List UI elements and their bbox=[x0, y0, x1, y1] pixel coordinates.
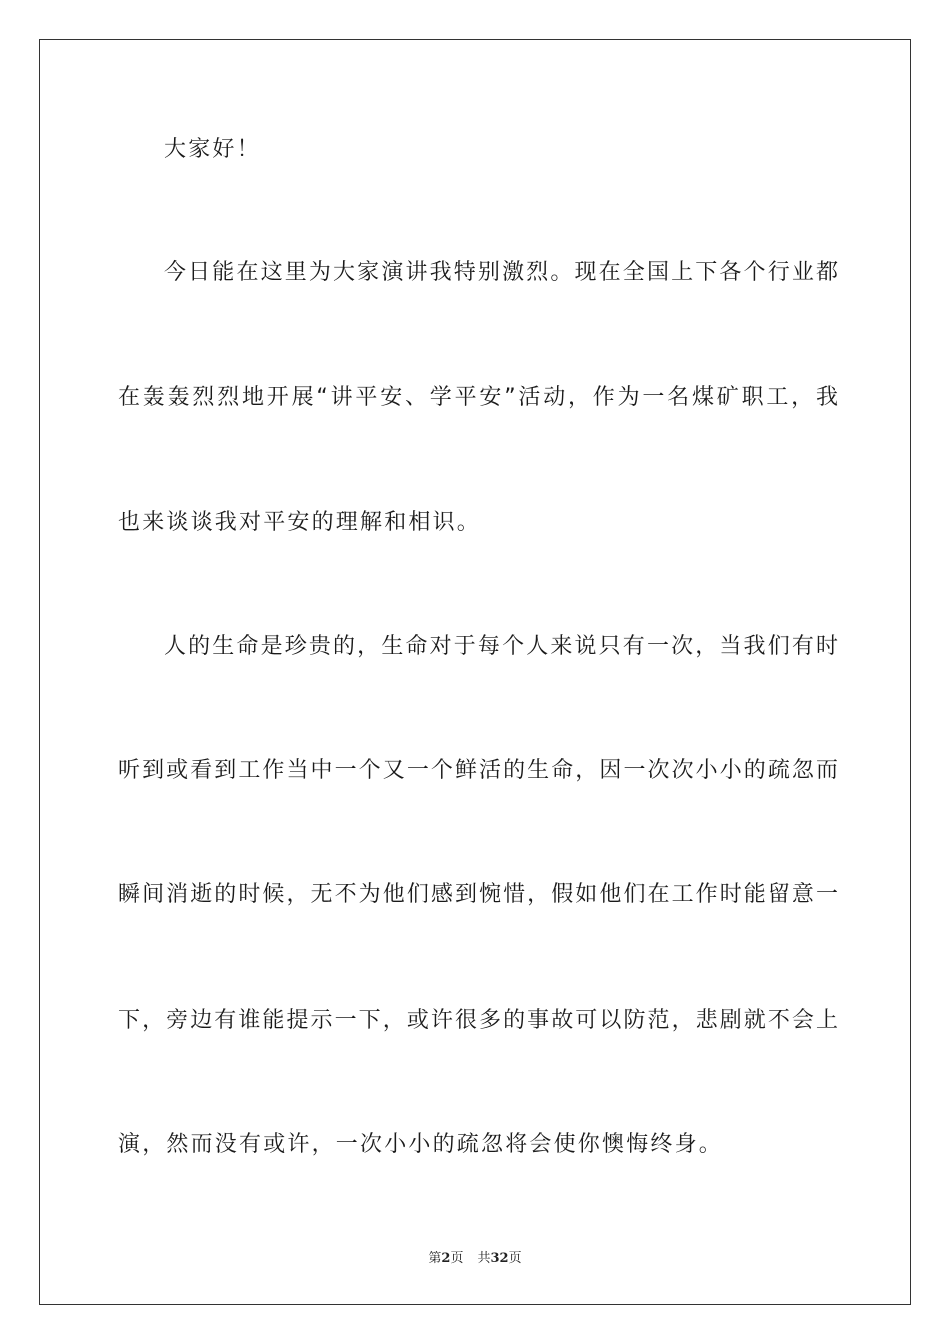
page-footer bbox=[0, 1247, 950, 1266]
paragraph-2-line-4: 下，旁边有谁能提示一下，或许很多的事故可以防范，悲剧就不会上 bbox=[118, 1008, 838, 1033]
paragraph-2-line-2: 听到或看到工作当中一个又一个鲜活的生命，因一次次小小的疏忽而 bbox=[118, 758, 838, 783]
total-suffix: 页 bbox=[508, 1251, 522, 1266]
page-total-number: 32 bbox=[490, 1251, 509, 1266]
paragraph-1-line-2: 在轰轰烈烈地开展“讲平安、学平安”活动，作为一名煤矿职工，我 bbox=[118, 385, 838, 410]
page-current-number: 2 bbox=[441, 1251, 451, 1266]
page-border bbox=[39, 39, 911, 1305]
paragraph-1-line-3: 也来谈谈我对平安的理解和相识。 bbox=[118, 510, 482, 535]
paragraph-1-line-1: 今日能在这里为大家演讲我特别激烈。现在全国上下各个行业都 bbox=[164, 260, 838, 285]
total-prefix: 共 bbox=[477, 1251, 491, 1266]
paragraph-2-line-1: 人的生命是珍贵的，生命对于每个人来说只有一次，当我们有时 bbox=[164, 634, 838, 659]
paragraph-2-line-3: 瞬间消逝的时候，无不为他们感到惋惜，假如他们在工作时能留意一 bbox=[118, 882, 838, 907]
paragraph-2-line-5: 演，然而没有或许，一次小小的疏忽将会使你懊悔终身。 bbox=[118, 1132, 724, 1157]
greeting-line: 大家好！ bbox=[164, 137, 261, 162]
page-prefix: 第 bbox=[428, 1251, 442, 1266]
page-suffix: 页 bbox=[450, 1251, 464, 1266]
